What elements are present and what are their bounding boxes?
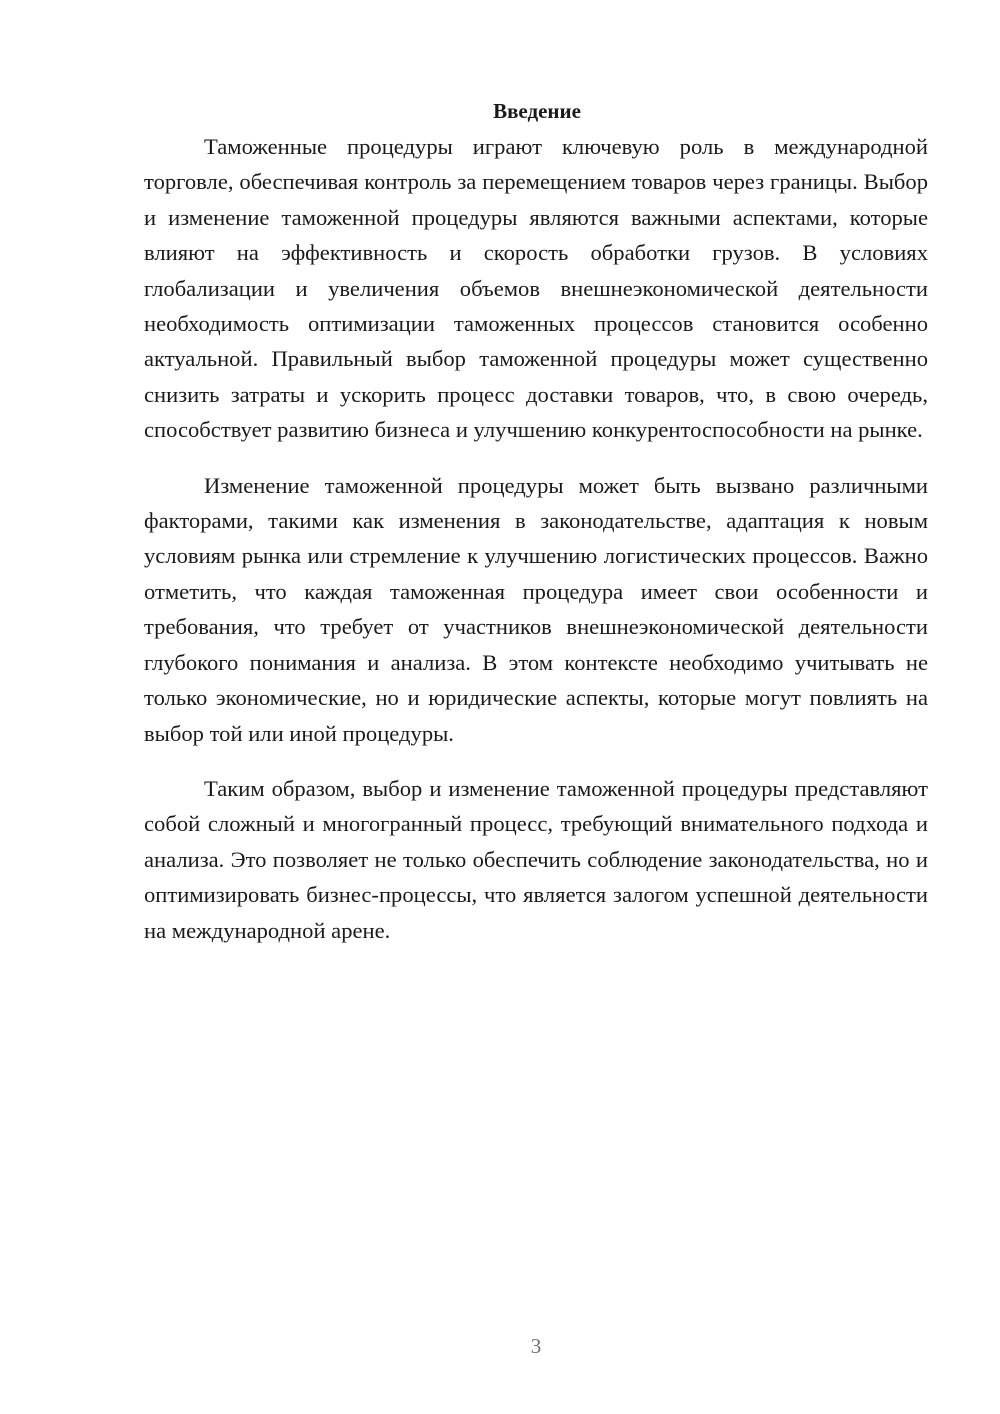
paragraph-2: Изменение таможенной процедуры может быть вызвано различными факторами, такими как изменения в законодательстве, адаптация к новым условиям рынка или стремление к улучшению логистических процессов. Важно отметить, что каждая таможенная процедура имеет свои особенности и требования, что требует от участников внешнеэкономической деятельности глубокого понимания и анализа. В этом контексте необходимо учитывать не только экономические, но и юридические аспекты, которые могут повлиять на выбор той или иной процедуры. [144,472,928,746]
page-number: 3 [530,1334,542,1358]
section-heading: Введение [493,99,581,123]
paragraph-1: Таможенные процедуры играют ключевую роль в международной торговле, обеспечивая контроль за перемещением товаров через границы. Выбор и изменение таможенной процедуры являются важными аспектами, которые влияют на эффективность и скорость обработки грузов. В условиях глобализации и увеличения объемов внешнеэкономической деятельности необходимость оптимизации таможенных процессов становится особенно актуальной. Правильный выбор таможенной процедуры может существенно снизить затраты и ускорить процесс доставки товаров, что, в свою очередь, способствует развитию бизнеса и улучшению конкурентоспособности на рынке. [144,134,928,443]
paragraph-3: Таким образом, выбор и изменение таможенной процедуры представляют собой сложный и многогранный процесс, требующий внимательного подхода и анализа. Это позволяет не только обеспечить соблюдение законодательства, но и оптимизировать бизнес-процессы, что является залогом успешной деятельности на международной арене. [144,775,928,943]
page-content [144,94,928,948]
